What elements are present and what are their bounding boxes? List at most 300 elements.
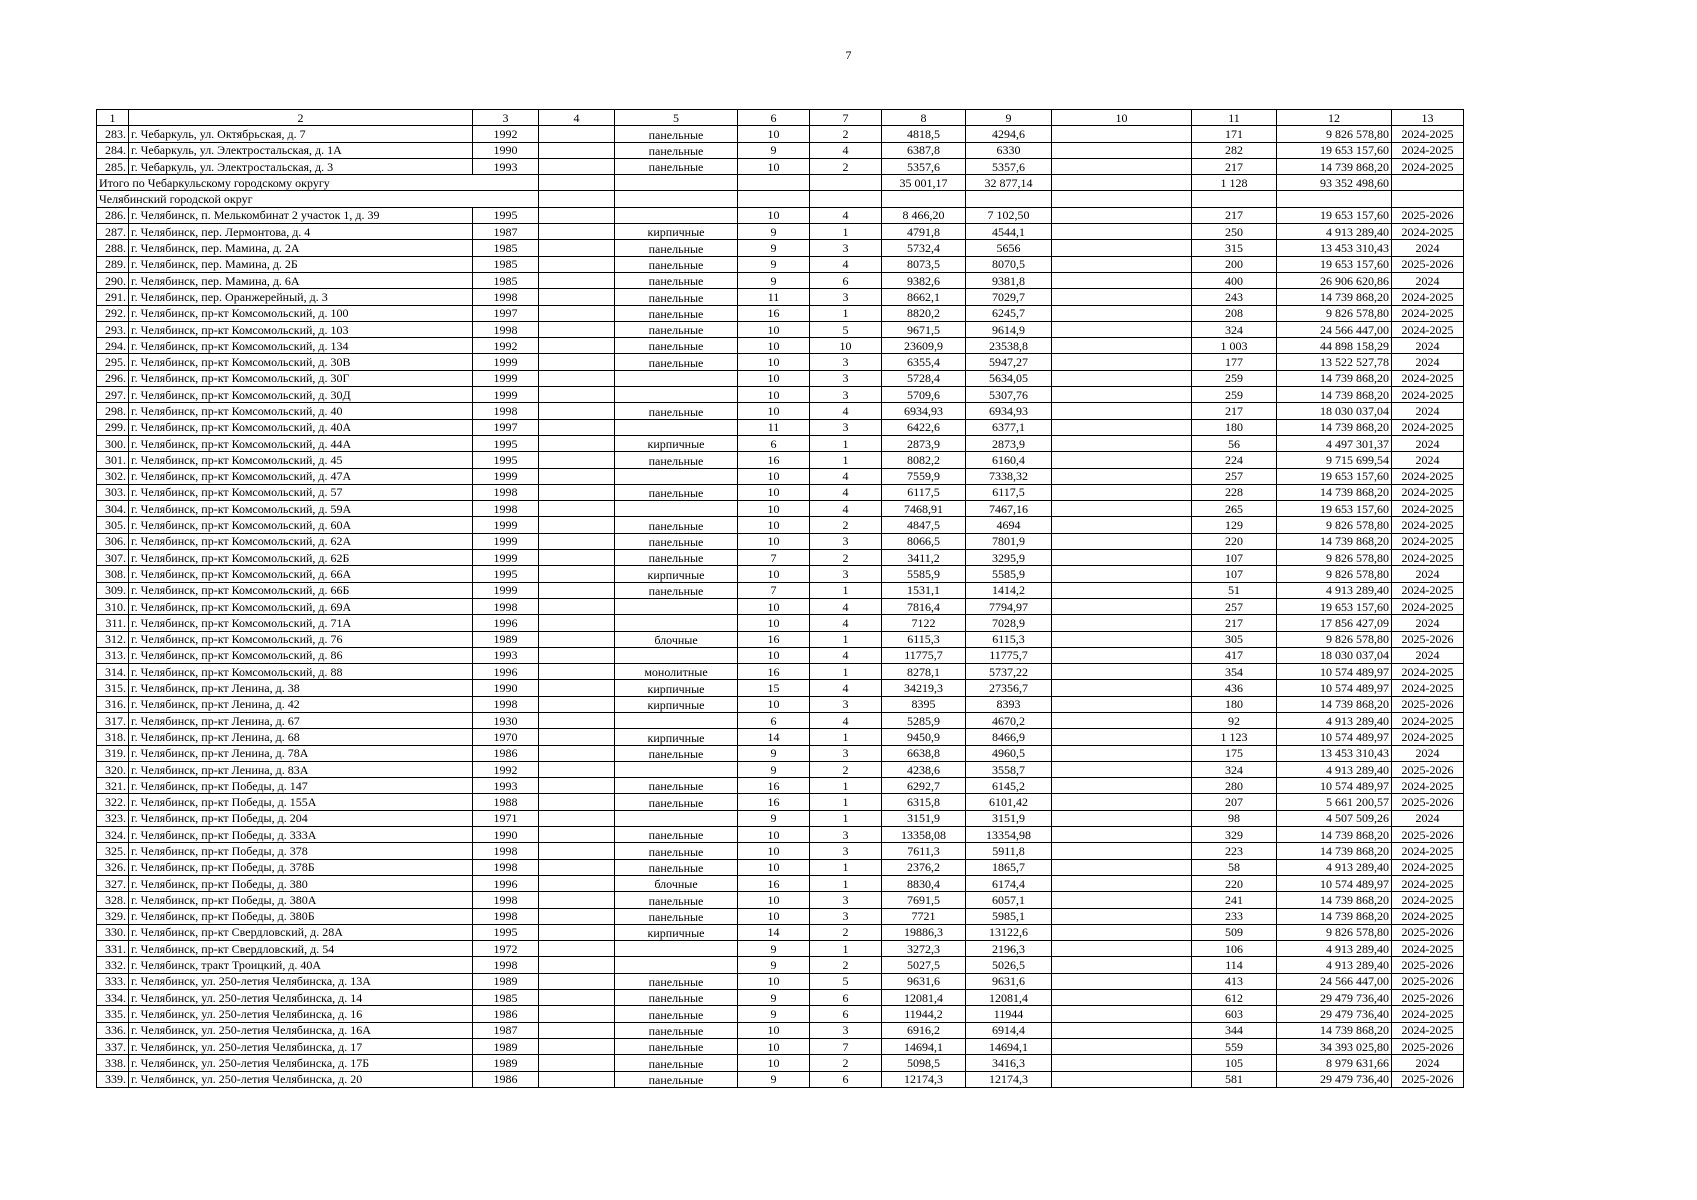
address-cell: г. Челябинск, пр-кт Победы, д. 380 [129,875,473,891]
address-cell: г. Челябинск, пр-кт Победы, д. 380Б [129,908,473,924]
empty-cell [539,175,615,191]
total-area-cell: 6115,3 [882,631,966,647]
table-row [97,990,1464,1006]
row-number-cell: 325. [97,843,129,859]
column-10-cell [1052,484,1192,500]
address-cell: г. Чебаркуль, ул. Электростальская, д. 3 [129,158,473,174]
floors-cell: 10 [738,892,810,908]
year-cell: 1971 [473,810,539,826]
address-cell: г. Челябинск, пр-кт Ленина, д. 78А [129,745,473,761]
cost-cell: 18 030 037,04 [1277,403,1392,419]
residents-cell: 329 [1192,827,1277,843]
total-area-cell: 6292,7 [882,778,966,794]
residents-cell: 92 [1192,712,1277,728]
section-header-row [97,191,1464,207]
row-number-cell: 283. [97,126,129,142]
period-cell: 2024-2025 [1392,1022,1464,1038]
residents-cell: 107 [1192,566,1277,582]
wall-material-cell [615,941,738,957]
residents-cell: 559 [1192,1038,1277,1054]
table-row [97,550,1464,566]
column-number-cell: 3 [473,110,539,126]
total-area-cell: 6355,4 [882,354,966,370]
period-cell: 2024-2025 [1392,859,1464,875]
address-cell: г. Челябинск, пр-кт Комсомольский, д. 69А [129,598,473,614]
period-cell: 2024-2025 [1392,387,1464,403]
floors-cell: 16 [738,875,810,891]
floors-cell: 10 [738,207,810,223]
floors-cell: 16 [738,794,810,810]
cost-cell: 9 826 578,80 [1277,517,1392,533]
row-number-cell: 338. [97,1055,129,1071]
address-cell: г. Челябинск, ул. 250-летия Челябинска, д. 16 [129,1006,473,1022]
column-4-cell [539,696,615,712]
column-number-cell: 11 [1192,110,1277,126]
entrances-cell: 2 [810,158,882,174]
address-cell: г. Челябинск, ул. 250-летия Челябинска, д. 13А [129,973,473,989]
period-cell: 2024 [1392,435,1464,451]
column-4-cell [539,712,615,728]
period-cell: 2024 [1392,810,1464,826]
table-row [97,126,1464,142]
address-cell: г. Челябинск, пр-кт Комсомольский, д. 45 [129,452,473,468]
column-4-cell [539,305,615,321]
residents-cell: 612 [1192,990,1277,1006]
year-cell: 1986 [473,1006,539,1022]
wall-material-cell: панельные [615,1006,738,1022]
empty-cell [1052,175,1192,191]
entrances-cell: 4 [810,680,882,696]
period-cell: 2024 [1392,566,1464,582]
row-number-cell: 328. [97,892,129,908]
entrances-cell: 4 [810,468,882,484]
column-10-cell [1052,354,1192,370]
column-number-cell: 1 [97,110,129,126]
address-cell: г. Челябинск, пер. Мамина, д. 2А [129,240,473,256]
address-cell: г. Челябинск, пр-кт Ленина, д. 83А [129,761,473,777]
table-row [97,501,1464,517]
residents-cell: 177 [1192,354,1277,370]
address-cell: г. Челябинск, пр-кт Комсомольский, д. 62А [129,533,473,549]
period-cell: 2025-2026 [1392,957,1464,973]
address-cell: г. Челябинск, пр-кт Ленина, д. 42 [129,696,473,712]
living-area-cell: 5737,22 [966,664,1052,680]
cost-cell: 17 856 427,09 [1277,615,1392,631]
living-area-cell: 4294,6 [966,126,1052,142]
residents-cell: 436 [1192,680,1277,696]
total-area-cell: 5027,5 [882,957,966,973]
floors-cell: 9 [738,745,810,761]
cost-cell: 9 826 578,80 [1277,924,1392,940]
wall-material-cell: панельные [615,892,738,908]
year-cell: 1998 [473,696,539,712]
floors-cell: 10 [738,517,810,533]
empty-cell [1392,191,1464,207]
address-cell: г. Челябинск, пр-кт Комсомольский, д. 66Б [129,582,473,598]
table-row [97,745,1464,761]
column-10-cell [1052,501,1192,517]
column-4-cell [539,403,615,419]
row-number-cell: 284. [97,142,129,158]
row-number-cell: 339. [97,1071,129,1087]
total-area-cell: 2873,9 [882,435,966,451]
entrances-cell: 1 [810,582,882,598]
residents-cell: 282 [1192,142,1277,158]
column-10-cell [1052,468,1192,484]
row-number-cell: 333. [97,973,129,989]
total-area-cell: 3272,3 [882,941,966,957]
wall-material-cell: панельные [615,533,738,549]
row-number-cell: 335. [97,1006,129,1022]
entrances-cell: 3 [810,827,882,843]
column-10-cell [1052,680,1192,696]
living-area-cell: 4960,5 [966,745,1052,761]
column-10-cell [1052,761,1192,777]
column-4-cell [539,745,615,761]
floors-cell: 14 [738,924,810,940]
entrances-cell: 1 [810,664,882,680]
living-area-cell: 5634,05 [966,370,1052,386]
column-number-cell: 6 [738,110,810,126]
cost-cell: 14 739 868,20 [1277,1022,1392,1038]
floors-cell: 10 [738,403,810,419]
entrances-cell: 1 [810,859,882,875]
table-row [97,305,1464,321]
floors-cell: 6 [738,435,810,451]
row-number-cell: 290. [97,272,129,288]
living-area-cell: 7801,9 [966,533,1052,549]
wall-material-cell: панельные [615,990,738,1006]
wall-material-cell: панельные [615,158,738,174]
column-4-cell [539,158,615,174]
table-row [97,1006,1464,1022]
address-cell: г. Челябинск, пр-кт Комсомольский, д. 60А [129,517,473,533]
column-4-cell [539,142,615,158]
table-row [97,338,1464,354]
total-area-cell: 8278,1 [882,664,966,680]
table-row [97,794,1464,810]
empty-cell [615,175,738,191]
total-area-cell: 4818,5 [882,126,966,142]
table-row [97,843,1464,859]
period-cell: 2024-2025 [1392,484,1464,500]
year-cell: 1995 [473,452,539,468]
column-4-cell [539,990,615,1006]
wall-material-cell: панельные [615,403,738,419]
total-area-cell: 5098,5 [882,1055,966,1071]
table-row [97,354,1464,370]
wall-material-cell: кирпичные [615,566,738,582]
table-row [97,729,1464,745]
floors-cell: 9 [738,810,810,826]
subtotal-row [97,175,1464,191]
total-area-cell: 2376,2 [882,859,966,875]
floors-cell: 9 [738,761,810,777]
entrances-cell: 3 [810,1022,882,1038]
residents-cell: 257 [1192,598,1277,614]
floors-cell: 10 [738,827,810,843]
address-cell: г. Челябинск, пр-кт Победы, д. 204 [129,810,473,826]
residents-cell: 56 [1192,435,1277,451]
cost-cell: 19 653 157,60 [1277,256,1392,272]
living-area-cell: 1865,7 [966,859,1052,875]
row-number-cell: 332. [97,957,129,973]
period-cell: 2024-2025 [1392,533,1464,549]
empty-cell [966,191,1052,207]
entrances-cell: 4 [810,712,882,728]
period-cell: 2024-2025 [1392,321,1464,337]
cost-cell: 18 030 037,04 [1277,647,1392,663]
row-number-cell: 327. [97,875,129,891]
period-cell: 2024-2025 [1392,582,1464,598]
row-number-cell: 321. [97,778,129,794]
wall-material-cell [615,501,738,517]
column-4-cell [539,908,615,924]
wall-material-cell: панельные [615,843,738,859]
entrances-cell: 5 [810,321,882,337]
floors-cell: 11 [738,419,810,435]
table-row [97,598,1464,614]
address-cell: г. Челябинск, п. Мелькомбинат 2 участок 1, д. 39 [129,207,473,223]
table-row [97,142,1464,158]
year-cell: 1996 [473,875,539,891]
column-4-cell [539,468,615,484]
address-cell: г. Челябинск, пр-кт Комсомольский, д. 66А [129,566,473,582]
wall-material-cell: панельные [615,1071,738,1087]
year-cell: 1999 [473,370,539,386]
column-number-cell: 10 [1052,110,1192,126]
column-10-cell [1052,435,1192,451]
cost-cell: 19 653 157,60 [1277,142,1392,158]
period-cell: 2024 [1392,647,1464,663]
wall-material-cell: панельные [615,272,738,288]
table-row [97,452,1464,468]
wall-material-cell [615,810,738,826]
wall-material-cell: кирпичные [615,924,738,940]
living-area-cell: 8466,9 [966,729,1052,745]
column-4-cell [539,1006,615,1022]
empty-cell [1392,175,1464,191]
living-area-cell: 9381,8 [966,272,1052,288]
cost-cell: 4 507 509,26 [1277,810,1392,826]
period-cell: 2024 [1392,272,1464,288]
entrances-cell: 4 [810,256,882,272]
table-row [97,647,1464,663]
column-10-cell [1052,533,1192,549]
cost-cell: 13 522 527,78 [1277,354,1392,370]
floors-cell: 10 [738,843,810,859]
entrances-cell: 1 [810,305,882,321]
cost-cell: 19 653 157,60 [1277,501,1392,517]
living-area-cell: 3151,9 [966,810,1052,826]
cost-cell: 29 479 736,40 [1277,1006,1392,1022]
address-cell: г. Челябинск, пр-кт Комсомольский, д. 88 [129,664,473,680]
year-cell: 1999 [473,517,539,533]
column-4-cell [539,419,615,435]
address-cell: г. Чебаркуль, ул. Электростальская, д. 1А [129,142,473,158]
residents-cell: 280 [1192,778,1277,794]
residents-cell: 217 [1192,207,1277,223]
cost-cell: 14 739 868,20 [1277,370,1392,386]
entrances-cell: 1 [810,631,882,647]
cost-cell: 14 739 868,20 [1277,827,1392,843]
column-10-cell [1052,941,1192,957]
table-row [97,892,1464,908]
period-cell: 2024-2025 [1392,712,1464,728]
entrances-cell: 2 [810,550,882,566]
living-area-cell: 3295,9 [966,550,1052,566]
period-cell: 2025-2026 [1392,1038,1464,1054]
total-area-cell: 8073,5 [882,256,966,272]
row-number-cell: 289. [97,256,129,272]
cost-cell: 4 913 289,40 [1277,712,1392,728]
wall-material-cell: панельные [615,1055,738,1071]
wall-material-cell: монолитные [615,664,738,680]
row-number-cell: 330. [97,924,129,940]
residents-cell: 324 [1192,761,1277,777]
year-cell: 1985 [473,256,539,272]
table-row [97,158,1464,174]
year-cell: 1990 [473,680,539,696]
year-cell: 1987 [473,224,539,240]
address-cell: г. Челябинск, ул. 250-летия Челябинска, д. 20 [129,1071,473,1087]
residents-cell: 250 [1192,224,1277,240]
column-10-cell [1052,224,1192,240]
column-4-cell [539,859,615,875]
period-cell: 2025-2026 [1392,256,1464,272]
year-cell: 1990 [473,142,539,158]
total-living-area-cell: 32 877,14 [966,175,1052,191]
entrances-cell: 6 [810,1071,882,1087]
total-residents-cell: 1 128 [1192,175,1277,191]
wall-material-cell [615,647,738,663]
table-row [97,224,1464,240]
floors-cell: 9 [738,1071,810,1087]
year-cell: 1999 [473,550,539,566]
column-10-cell [1052,305,1192,321]
address-cell: г. Челябинск, пр-кт Комсомольский, д. 71А [129,615,473,631]
entrances-cell: 2 [810,517,882,533]
period-cell: 2025-2026 [1392,1071,1464,1087]
year-cell: 1995 [473,435,539,451]
period-cell: 2024-2025 [1392,419,1464,435]
floors-cell: 16 [738,305,810,321]
address-cell: г. Челябинск, пр-кт Комсомольский, д. 100 [129,305,473,321]
empty-cell [615,191,738,207]
column-4-cell [539,957,615,973]
address-cell: г. Чебаркуль, ул. Октябрьская, д. 7 [129,126,473,142]
empty-cell [1277,191,1392,207]
page-number: 7 [845,48,852,62]
address-cell: г. Челябинск, пр-кт Комсомольский, д. 134 [129,338,473,354]
entrances-cell: 5 [810,973,882,989]
address-cell: г. Челябинск, ул. 250-летия Челябинска, д. 14 [129,990,473,1006]
wall-material-cell: панельные [615,973,738,989]
entrances-cell: 1 [810,875,882,891]
table-row [97,517,1464,533]
year-cell: 1993 [473,778,539,794]
row-number-cell: 326. [97,859,129,875]
address-cell: г. Челябинск, пр-кт Комсомольский, д. 59А [129,501,473,517]
year-cell: 1995 [473,207,539,223]
year-cell: 1990 [473,827,539,843]
wall-material-cell: кирпичные [615,696,738,712]
period-cell: 2025-2026 [1392,990,1464,1006]
row-number-cell: 331. [97,941,129,957]
period-cell: 2025-2026 [1392,631,1464,647]
column-number-cell: 13 [1392,110,1464,126]
year-cell: 1997 [473,419,539,435]
year-cell: 1998 [473,957,539,973]
cost-cell: 5 661 200,57 [1277,794,1392,810]
total-area-cell: 8395 [882,696,966,712]
address-cell: г. Челябинск, пр-кт Комсомольский, д. 30В [129,354,473,370]
entrances-cell: 3 [810,289,882,305]
column-4-cell [539,566,615,582]
column-10-cell [1052,370,1192,386]
floors-cell: 10 [738,158,810,174]
wall-material-cell: панельные [615,582,738,598]
column-4-cell [539,941,615,957]
cost-cell: 29 479 736,40 [1277,990,1392,1006]
row-number-cell: 336. [97,1022,129,1038]
row-number-cell: 315. [97,680,129,696]
address-cell: г. Челябинск, пр-кт Комсомольский, д. 44А [129,435,473,451]
wall-material-cell [615,957,738,973]
address-cell: г. Челябинск, пр-кт Комсомольский, д. 76 [129,631,473,647]
cost-cell: 10 574 489,97 [1277,778,1392,794]
column-4-cell [539,289,615,305]
year-cell: 1998 [473,598,539,614]
cost-cell: 13 453 310,43 [1277,240,1392,256]
total-area-cell: 7816,4 [882,598,966,614]
cost-cell: 13 453 310,43 [1277,745,1392,761]
table-row [97,256,1464,272]
total-area-cell: 5709,6 [882,387,966,403]
year-cell: 1989 [473,1038,539,1054]
floors-cell: 10 [738,696,810,712]
row-number-cell: 299. [97,419,129,435]
entrances-cell: 1 [810,941,882,957]
column-10-cell [1052,631,1192,647]
residents-cell: 58 [1192,859,1277,875]
column-10-cell [1052,452,1192,468]
total-area-cell: 7721 [882,908,966,924]
year-cell: 1999 [473,533,539,549]
wall-material-cell: панельные [615,321,738,337]
address-cell: г. Челябинск, пр-кт Комсомольский, д. 62Б [129,550,473,566]
entrances-cell: 1 [810,810,882,826]
total-cost-cell: 93 352 498,60 [1277,175,1392,191]
empty-cell [539,191,615,207]
year-cell: 1992 [473,338,539,354]
living-area-cell: 7 102,50 [966,207,1052,223]
total-area-cell: 6916,2 [882,1022,966,1038]
wall-material-cell: панельные [615,354,738,370]
table-row [97,696,1464,712]
column-4-cell [539,778,615,794]
wall-material-cell: панельные [615,289,738,305]
living-area-cell: 2196,3 [966,941,1052,957]
living-area-cell: 5911,8 [966,843,1052,859]
year-cell: 1989 [473,631,539,647]
living-area-cell: 5357,6 [966,158,1052,174]
living-area-cell: 5307,76 [966,387,1052,403]
total-area-cell: 4847,5 [882,517,966,533]
residents-cell: 106 [1192,941,1277,957]
residents-cell: 259 [1192,370,1277,386]
wall-material-cell: панельные [615,859,738,875]
